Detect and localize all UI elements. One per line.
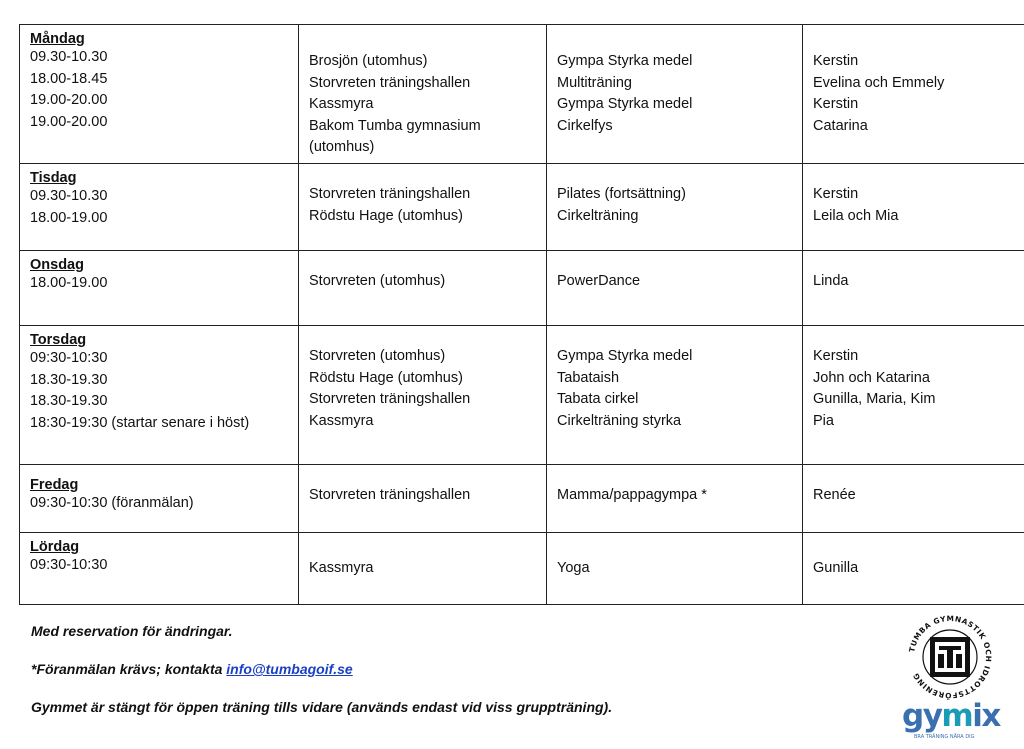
email-link[interactable]: info@tumbagoif.se	[226, 661, 353, 677]
class-cell-line: PowerDance	[557, 273, 641, 289]
logo-ring-text: TUMBA GYMNASTIK OCH IDROTTSFÖRENING	[907, 613, 994, 701]
place-cell-line: Storvreten träningshallen	[309, 391, 471, 408]
brand-ix: ix	[972, 698, 1000, 734]
day-name: Lördag	[30, 539, 80, 555]
class-cell-line: Tabataish	[557, 369, 620, 386]
place-cell-line: Kassmyra	[309, 560, 374, 576]
time-line: 09:30-10:30	[30, 350, 108, 366]
day-cell	[20, 465, 299, 533]
preregister-text: *Föranmälan krävs; kontakta	[31, 661, 227, 677]
class-cell-line: Gympa Styrka medel	[557, 96, 693, 113]
place-cell-line: Rödstu Hage (utomhus)	[309, 207, 463, 224]
schedule-row	[20, 533, 1024, 605]
place-cell-line: Kassmyra	[309, 412, 374, 429]
day-name: Måndag	[30, 31, 85, 47]
class-cell-line: Mamma/pappagympa *	[557, 487, 707, 503]
time-line: 09.30-10.30	[30, 49, 108, 65]
day-name: Torsdag	[30, 332, 87, 348]
time-line: 09.30-10.30	[30, 188, 108, 204]
leader-cell-line: Kerstin	[813, 186, 859, 202]
class-cell	[547, 251, 803, 326]
leader-cell-line: Linda	[813, 273, 849, 289]
reservation-note: Med reservation för ändringar.	[31, 623, 233, 639]
leader-cell-line: Renée	[813, 487, 856, 503]
day-cell	[20, 25, 299, 164]
leader-cell	[803, 465, 1024, 533]
preregister-note	[31, 660, 612, 678]
class-cell-line: Cirkelfys	[557, 117, 613, 134]
day-cell	[20, 251, 299, 326]
time-line: 09:30-10:30	[30, 557, 108, 573]
place-cell-line: Storvreten (utomhus)	[309, 273, 446, 289]
place-cell-line: Storvreten träningshallen	[309, 74, 471, 91]
place-cell-line: Rödstu Hage (utomhus)	[309, 369, 463, 386]
place-cell	[299, 533, 547, 605]
brand-m: m	[941, 698, 973, 734]
class-cell-line: Tabata cirkel	[557, 391, 639, 408]
leader-cell-line: Kerstin	[813, 53, 859, 69]
leader-cell-line: Kerstin	[813, 348, 859, 364]
notes	[31, 622, 612, 736]
class-cell-line: Cirkelträning	[557, 207, 639, 224]
place-cell-line: Storvreten träningshallen	[309, 487, 471, 503]
gym-closed-note: Gymmet är stängt för öppen träning tills vidare (används endast vid viss gruppträning).	[31, 699, 613, 715]
brand-gy: gy	[902, 698, 942, 734]
place-cell-line: Storvreten träningshallen	[309, 186, 471, 202]
class-cell-line: Pilates (fortsättning)	[557, 186, 686, 202]
svg-text:gymix	[902, 698, 1001, 734]
place-cell-line: Brosjön (utomhus)	[309, 53, 428, 69]
day-name: Tisdag	[30, 170, 77, 186]
class-cell	[547, 25, 803, 164]
class-cell-line: Gympa Styrka medel	[557, 53, 693, 69]
leader-cell	[803, 251, 1024, 326]
day-cell	[20, 326, 299, 465]
leader-cell	[803, 164, 1024, 251]
class-cell	[547, 533, 803, 605]
day-name: Onsdag	[30, 257, 84, 273]
class-cell	[547, 465, 803, 533]
leader-cell-line: Evelina och Emmely	[813, 74, 945, 91]
time-line: 18.00-19.00	[30, 209, 108, 226]
leader-cell-line: John och Katarina	[813, 369, 930, 386]
time-line: 09:30-10:30 (föranmälan)	[30, 495, 194, 511]
time-line: 18.30-19.30	[30, 371, 108, 388]
leader-cell-line: Gunilla, Maria, Kim	[813, 391, 936, 408]
leader-cell	[803, 533, 1024, 605]
leader-cell	[803, 326, 1024, 465]
class-cell	[547, 326, 803, 465]
leader-cell-line: Gunilla	[813, 560, 859, 576]
club-logo	[898, 604, 1002, 744]
place-cell	[299, 326, 547, 465]
class-cell-line: Multiträning	[557, 74, 632, 91]
leader-cell-line: Pia	[813, 412, 834, 429]
place-cell-line: (utomhus)	[309, 139, 375, 156]
schedule-row	[20, 251, 1024, 326]
day-cell	[20, 533, 299, 605]
leader-cell-line: Leila och Mia	[813, 207, 899, 224]
class-cell-line: Gympa Styrka medel	[557, 348, 693, 364]
schedule-row	[20, 25, 1024, 164]
time-line: 19.00-20.00	[30, 113, 108, 130]
time-line: 18.00-18.45	[30, 70, 108, 87]
place-cell-line: Bakom Tumba gymnasium	[309, 117, 481, 134]
time-line: 18:30-19:30 (startar senare i höst)	[30, 414, 250, 431]
schedule-row	[20, 326, 1024, 465]
class-cell	[547, 164, 803, 251]
time-line: 18.30-19.30	[30, 393, 108, 410]
time-line: 18.00-19.00	[30, 275, 108, 291]
place-cell-line: Storvreten (utomhus)	[309, 348, 446, 364]
leader-cell	[803, 25, 1024, 164]
day-cell	[20, 164, 299, 251]
place-cell-line: Kassmyra	[309, 96, 374, 113]
brand-tagline: BRA TRÄNING NÄRA DIG	[914, 734, 975, 740]
place-cell	[299, 465, 547, 533]
leader-cell-line: Kerstin	[813, 96, 859, 113]
schedule-table	[19, 24, 1024, 605]
schedule-row	[20, 465, 1024, 533]
place-cell	[299, 164, 547, 251]
class-cell-line: Cirkelträning styrka	[557, 412, 682, 429]
class-cell-line: Yoga	[557, 560, 590, 576]
leader-cell-line: Catarina	[813, 117, 868, 134]
place-cell	[299, 251, 547, 326]
day-name: Fredag	[30, 477, 79, 493]
schedule-row	[20, 164, 1024, 251]
place-cell	[299, 25, 547, 164]
time-line: 19.00-20.00	[30, 92, 108, 109]
